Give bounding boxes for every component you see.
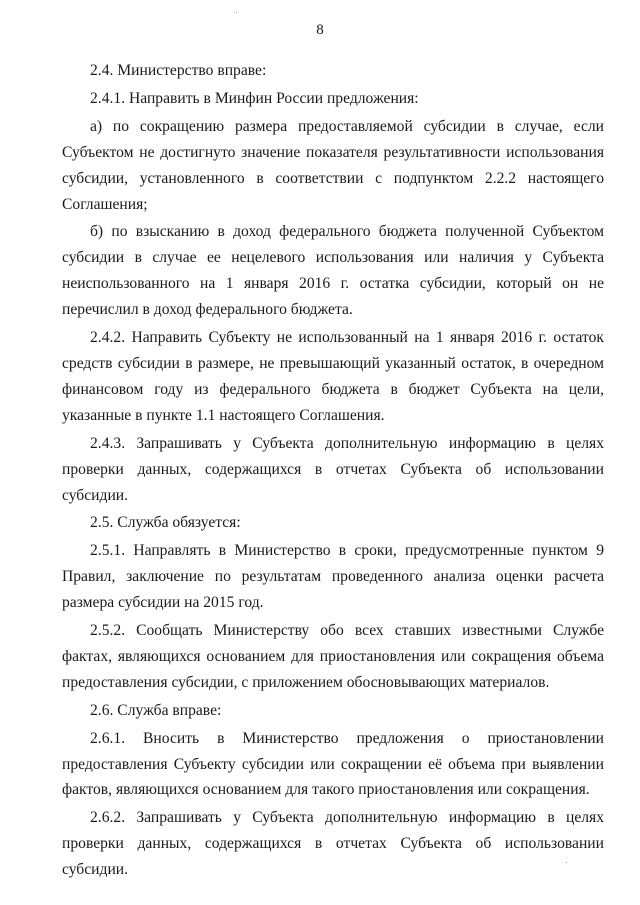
paragraph-2-5-1: 2.5.1. Направлять в Министерство в сроки, предусмотренные пунктом 9 Правил, заключение по результатам проведенного анализа оценки расчета размера субсидии на 2015 год. xyxy=(62,542,604,612)
paragraph-2-6-1: 2.6.1. Вносить в Министерство предложения о приостановлении предоставления Субъекту субсидии или сокращении её объема при выявлении фактов, являющихся основанием для такого приостановления или сокращения. xyxy=(62,729,604,799)
paragraph-2-5-2: 2.5.2. Сообщать Министерству обо всех ставших известными Службе фактах, являющихся основанием для приостановления или сокращения объема предоставления субсидии, с приложением обосновывающих материалов. xyxy=(62,622,604,691)
scan-artifact xyxy=(566,862,567,863)
paragraph-2-5: 2.5. Служба обязуется: xyxy=(90,514,241,532)
paragraph-2-4-3: 2.4.3. Запрашивать у Субъекта дополнительную информацию в целях проверки данных, содержащихся в отчетах Субъекта об использовании субсидии. xyxy=(62,434,604,504)
page-number: 8 xyxy=(316,22,324,38)
paragraph-2-4-1-a: а) по сокращению размера предоставляемой субсидии в случае, если Субъектом не достигнуто значение показателя результативности использования субсидии, установленного в соответствии с подпунктом 2.2.2 настоящего Соглашения; xyxy=(62,117,604,213)
paragraph-2-4-1-b: б) по взысканию в доход федерального бюджета полученной Субъектом субсидии в случае ее нецелевого использования или наличия у Субъекта неиспользованного на 1 января 2016 г. остатка субсидии, который он не перечислил в доход федерального бюджета. xyxy=(62,223,604,319)
paragraph-2-6-2: 2.6.2. Запрашивать у Субъекта дополнительную информацию в целях проверки данных, содержащихся в отчетах Субъекта об использовании субсидии. xyxy=(62,809,604,879)
paragraph-2-4: 2.4. Министерство вправе: xyxy=(90,62,267,79)
paragraph-2-4-1: 2.4.1. Направить в Минфин России предложения: xyxy=(90,89,419,107)
paragraph-2-6: 2.6. Служба вправе: xyxy=(90,701,222,719)
document-body xyxy=(62,58,604,883)
scan-artifact xyxy=(236,12,237,13)
paragraph-2-4-2: 2.4.2. Направить Субъекту не использованный на 1 января 2016 г. остаток средств субсидии в размере, не превышающий указанный остаток, в очередном финансовом году из федерального бюджета в бюджет Субъекта на цели, указанные в пункте 1.1 настоящего Соглашения. xyxy=(62,329,604,424)
